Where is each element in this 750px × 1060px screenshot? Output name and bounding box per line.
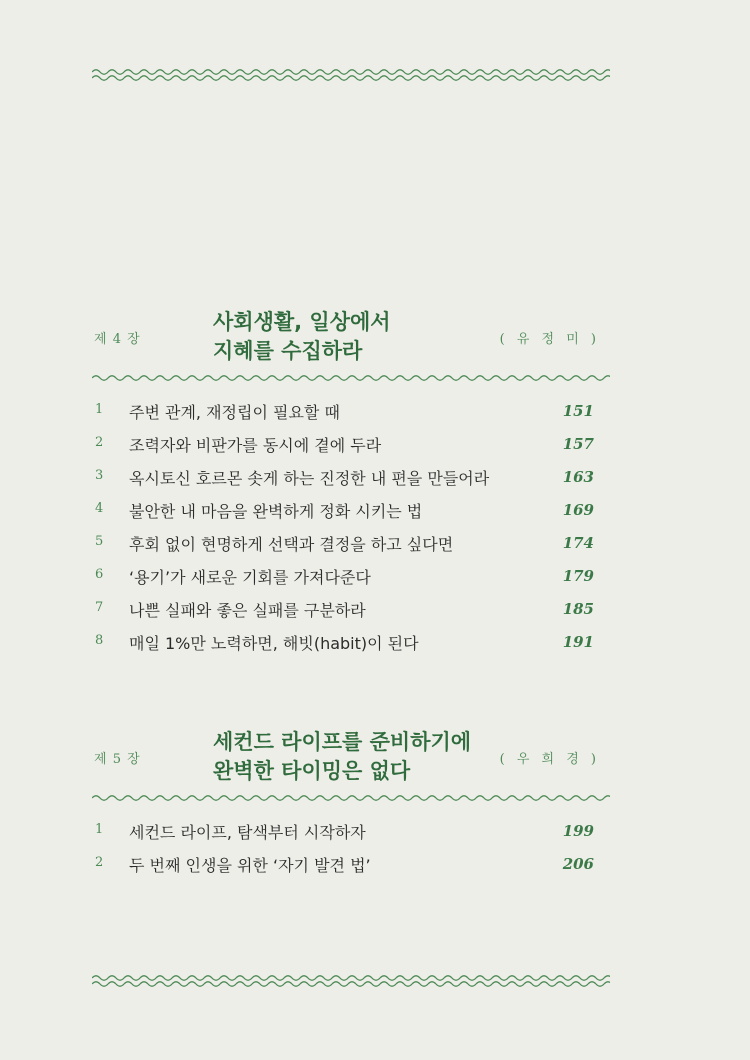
chapter-5 xyxy=(92,728,610,884)
item-number: 2 xyxy=(95,435,104,450)
item-title: 불안한 내 마음을 완벽하게 정화 시키는 법 xyxy=(129,502,423,521)
chapter-title-line: 세컨드 라이프를 준비하기에 xyxy=(213,730,472,754)
chapter-header xyxy=(92,728,610,790)
toc-item[interactable] xyxy=(92,431,610,464)
item-title: 세컨드 라이프, 탐색부터 시작하자 xyxy=(129,823,366,842)
item-number: 1 xyxy=(95,822,104,837)
toc-item[interactable] xyxy=(92,851,610,884)
chapter-divider-wave xyxy=(92,372,610,384)
toc-item[interactable] xyxy=(92,530,610,563)
chapter-title-line: 지혜를 수집하라 xyxy=(213,339,363,363)
item-number: 1 xyxy=(95,402,104,417)
toc-item[interactable] xyxy=(92,497,610,530)
chapter-title-line: 완벽한 타이밍은 없다 xyxy=(213,759,411,783)
toc-list xyxy=(92,818,610,884)
item-number: 7 xyxy=(95,600,104,615)
chapter-number: 제 5 장 xyxy=(94,752,141,767)
toc-item[interactable] xyxy=(92,464,610,497)
toc-list xyxy=(92,398,610,662)
chapter-title xyxy=(213,308,391,366)
chapter-divider-wave xyxy=(92,792,610,804)
item-page: 179 xyxy=(562,567,594,585)
item-page: 174 xyxy=(562,534,594,552)
chapter-title xyxy=(213,728,471,786)
toc-item[interactable] xyxy=(92,596,610,629)
chapter-title-line: 사회생활, 일상에서 xyxy=(213,310,391,334)
item-number: 3 xyxy=(95,468,104,483)
item-page: 185 xyxy=(562,600,594,618)
item-page: 157 xyxy=(562,435,594,453)
item-page: 169 xyxy=(562,501,594,519)
top-wave-ornament xyxy=(92,68,610,82)
toc-item[interactable] xyxy=(92,563,610,596)
item-title: 주변 관계, 재정립이 필요할 때 xyxy=(129,403,340,422)
item-title: 매일 1%만 노력하면, 해빗(habit)이 된다 xyxy=(129,634,419,653)
item-page: 199 xyxy=(562,822,594,840)
toc-item[interactable] xyxy=(92,818,610,851)
item-number: 6 xyxy=(95,567,104,582)
chapter-header xyxy=(92,308,610,370)
toc-item[interactable] xyxy=(92,398,610,431)
item-title: 두 번째 인생을 위한 ‘자기 발견 법’ xyxy=(129,856,371,875)
item-number: 5 xyxy=(95,534,104,549)
item-number: 2 xyxy=(95,855,104,870)
item-title: 나쁜 실패와 좋은 실패를 구분하라 xyxy=(129,601,366,620)
item-number: 4 xyxy=(95,501,104,516)
item-title: ‘용기’가 새로운 기회를 가져다준다 xyxy=(129,568,371,587)
toc-item[interactable] xyxy=(92,629,610,662)
item-title: 후회 없이 현명하게 선택과 결정을 하고 싶다면 xyxy=(129,535,454,554)
chapter-4 xyxy=(92,308,610,662)
item-page: 163 xyxy=(562,468,594,486)
chapter-author: ( 유 정 미 ) xyxy=(499,332,600,347)
item-number: 8 xyxy=(95,633,104,648)
item-title: 옥시토신 호르몬 솟게 하는 진정한 내 편을 만들어라 xyxy=(129,469,490,488)
item-page: 191 xyxy=(562,633,594,651)
bottom-wave-ornament xyxy=(92,974,610,988)
chapter-number: 제 4 장 xyxy=(94,332,141,347)
item-page: 151 xyxy=(562,402,594,420)
item-page: 206 xyxy=(562,855,594,873)
chapter-author: ( 우 희 경 ) xyxy=(499,752,600,767)
item-title: 조력자와 비판가를 동시에 곁에 두라 xyxy=(129,436,382,455)
